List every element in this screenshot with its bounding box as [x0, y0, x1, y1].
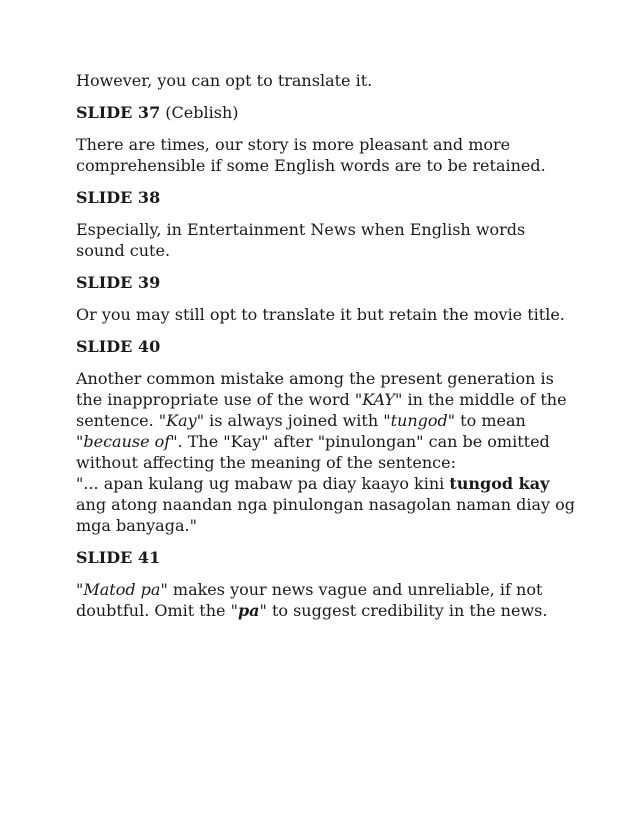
slide-39-heading: SLIDE 39 — [76, 273, 161, 292]
slide-41-text-1: " makes your news vague and unreliable, if not doubtful. Omit the " — [76, 580, 543, 620]
slide-40-text-3: " is always joined with " — [196, 411, 391, 430]
slide-41-pa: pa — [237, 601, 260, 620]
slide-38-paragraph: Especially, in Entertainment News when English words sound cute. — [76, 220, 526, 260]
slide-37-label: SLIDE 37 — [76, 103, 161, 122]
slide-40-text-2: " in the middle of the sentence. " — [76, 390, 567, 430]
slide-41-quote-open: " — [76, 580, 84, 599]
slide-40-example-bold: tungod kay — [449, 474, 550, 493]
slide-40-heading: SLIDE 40 — [76, 337, 161, 356]
slide-40-kay: Kay — [166, 411, 197, 430]
intro-paragraph: However, you can opt to translate it. — [76, 71, 373, 90]
slide-40-text-1: Another common mistake among the present generation is the inappropriate use of the word " — [76, 369, 554, 409]
slide-40-example-2: ang atong naandan nga pinulongan nasagolan naman diay og mga banyaga." — [76, 495, 575, 535]
slide-40-paragraph — [76, 368, 576, 536]
slide-41-paragraph — [76, 579, 576, 621]
slide-40-text-5: ". The "Kay" after "pinulongan" can be omitted without affecting the meaning of the sentence: — [76, 432, 550, 472]
slide-41-heading: SLIDE 41 — [76, 548, 161, 567]
slide-40-example-1: "... apan kulang ug mabaw pa diay kaayo kini — [76, 474, 450, 493]
slide-38-heading: SLIDE 38 — [76, 188, 161, 207]
slide-37-paragraph: There are times, our story is more pleasant and more comprehensible if some English words are to be retained. — [76, 135, 546, 175]
slide-40-because-of: because of — [83, 432, 171, 451]
slide-40-kay-upper: KAY — [362, 390, 395, 409]
slide-39-paragraph: Or you may still opt to translate it but retain the movie title. — [76, 305, 565, 324]
document-page — [76, 70, 576, 631]
slide-40-tungod: tungod — [390, 411, 448, 430]
slide-40-text-4: " to mean " — [76, 411, 526, 451]
slide-41-text-2: " to suggest credibility in the news. — [259, 601, 548, 620]
slide-37-note: (Ceblish) — [165, 103, 239, 122]
slide-37-heading — [76, 102, 576, 123]
slide-41-matod-pa: Matod pa — [83, 580, 161, 599]
